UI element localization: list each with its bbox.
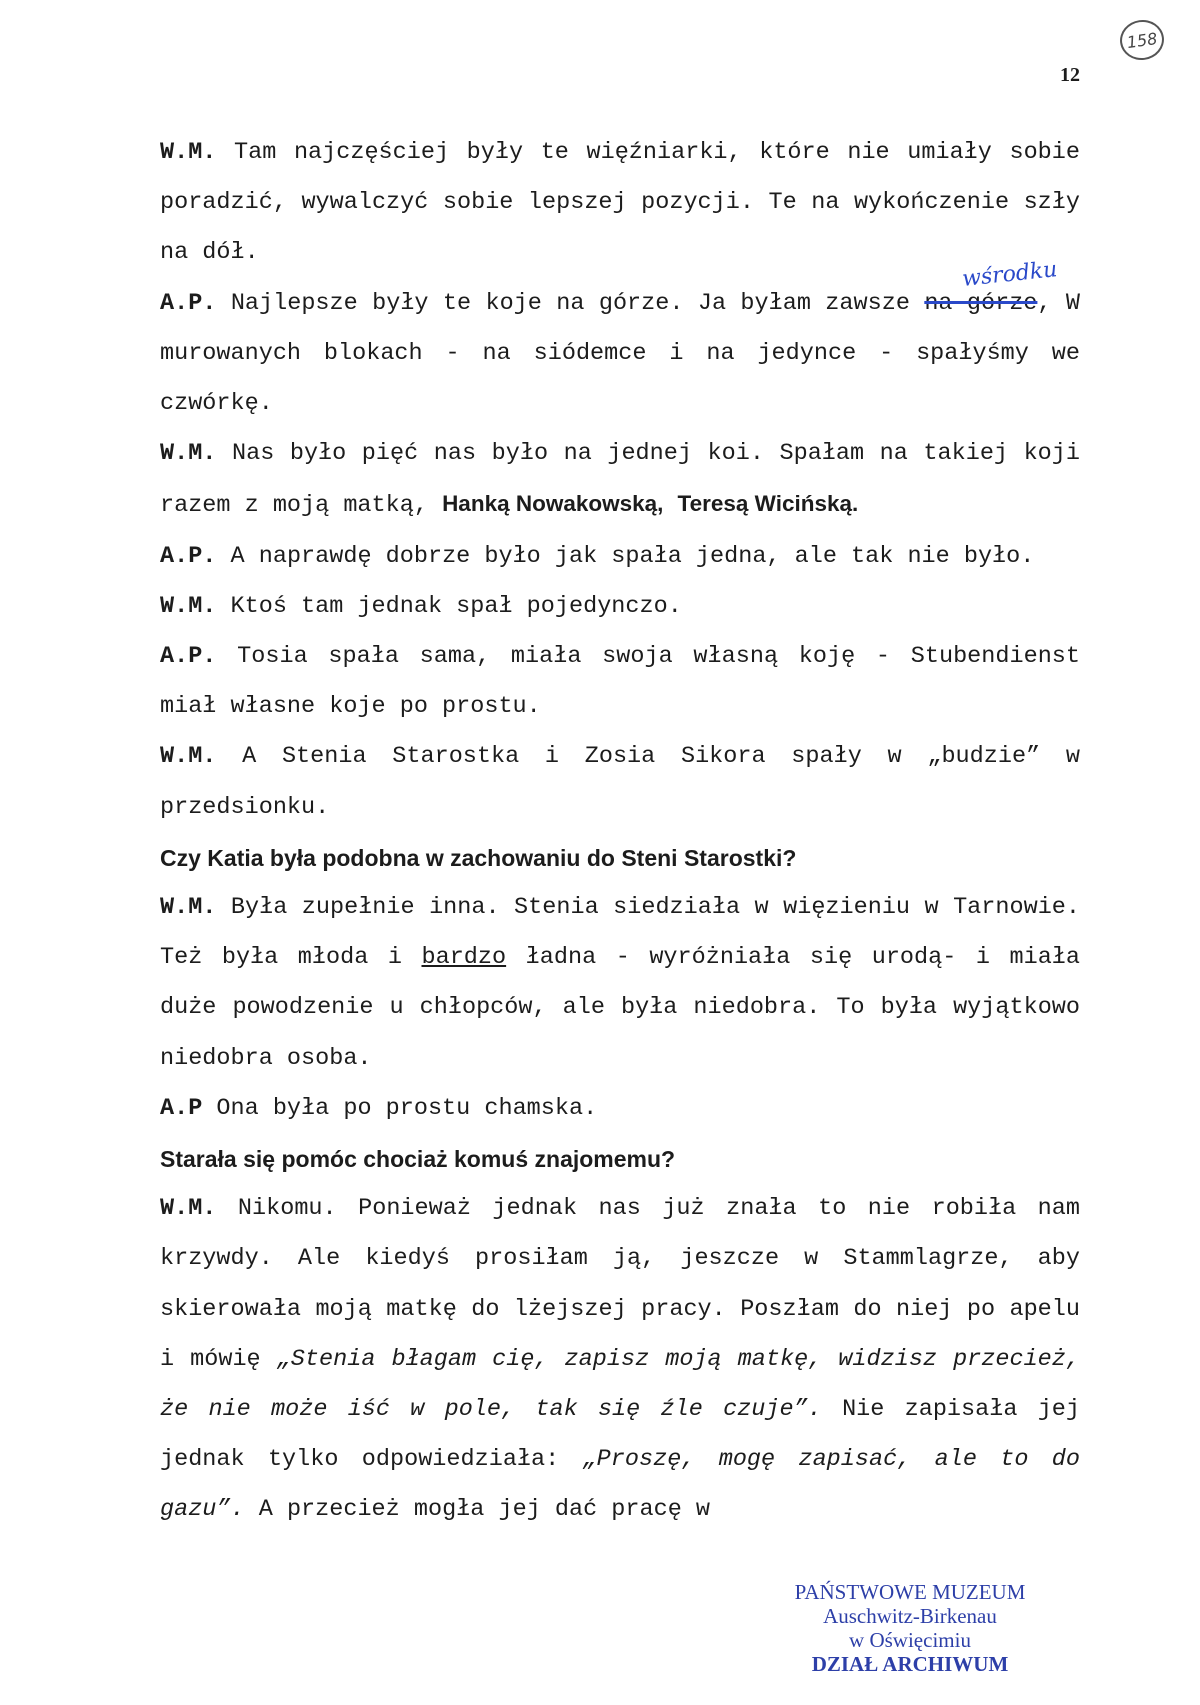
- speaker-label: W.M.: [160, 1195, 217, 1223]
- paragraph: [160, 1184, 1080, 1535]
- stamp-line: PAŃSTWOWE MUZEUM: [794, 1580, 1026, 1604]
- stamp-line: w Oświęcimiu: [849, 1628, 971, 1652]
- archive-number-stamp: 158: [1117, 17, 1166, 63]
- paragraph: [160, 883, 1080, 1084]
- paragraph: [160, 632, 1080, 732]
- speaker-label: W.M.: [160, 894, 217, 922]
- person-name: Teresą Wicińską.: [677, 491, 859, 517]
- page-number: 12: [1060, 64, 1080, 86]
- stamp-line: Auschwitz-Birkenau: [823, 1604, 997, 1628]
- paragraph: [160, 532, 1080, 582]
- paragraph: [160, 1084, 1080, 1134]
- speaker-label: A.P.: [160, 542, 217, 570]
- paragraph: [160, 582, 1080, 632]
- person-name: Hanką Nowakowską,: [442, 491, 664, 517]
- speaker-label: W.M.: [160, 139, 217, 166]
- quoted-speech: „Proszę, mogę zapisać, ale to do gazu”.: [160, 1446, 1081, 1524]
- handwritten-correction: wśrodku: [960, 257, 1059, 292]
- transcript-body: [160, 128, 1080, 1536]
- paragraph-text: Tosia spała sama, miała swoja własną koję - Stubendienst miał własne koje po prostu.: [160, 643, 1080, 721]
- paragraph: [160, 279, 1080, 430]
- interviewer-question: Starała się pomóc chociaż komuś znajomemu?: [160, 1146, 676, 1173]
- interviewer-question: Czy Katia była podobna w zachowaniu do Steni Starostki?: [160, 844, 797, 871]
- struck-text: na górze: [924, 289, 1038, 317]
- paragraph: [160, 128, 1080, 279]
- speaker-label: A.P: [160, 1094, 203, 1122]
- paragraph-text: A przecież mogła jej dać pracę w: [258, 1496, 711, 1524]
- paragraph-text: Ktoś tam jednak spał pojedynczo.: [230, 592, 682, 620]
- paragraph: [160, 732, 1080, 832]
- speaker-label: W.M.: [160, 743, 217, 771]
- paragraph-text: ładna - wyróżniała się urodą- i miała duże powodzenie u chłopców, ale była niedobra. To była wyjątkowo niedobra osoba.: [160, 944, 1081, 1072]
- archive-stamp: [760, 1580, 1060, 1676]
- paragraph-text: Była zupełnie inna. Stenia siedziała w więzieniu w Tarnowie. Też była młoda i: [160, 894, 1081, 972]
- paragraph-text: Nas było pięć nas było na jednej koi. Spałam na takiej koji razem z moją matką,: [160, 440, 1080, 520]
- quoted-speech: „Stenia błagam cię, zapisz moją matkę, widzisz przecież, że nie może iść w pole, tak się źle czuje”.: [160, 1345, 1080, 1424]
- paragraph: [160, 429, 1080, 531]
- speaker-label: A.P.: [160, 643, 217, 671]
- speaker-label: W.M.: [160, 440, 217, 468]
- paragraph-text: Tam najczęściej były te więźniarki, które nie umiały sobie poradzić, wywalczyć sobie lepszej pozycji. Te na wykończenie szły na dół.: [160, 139, 1080, 267]
- paragraph-text: Nie zapisała jej jednak tylko odpowiedziała:: [160, 1396, 1081, 1474]
- paragraph-text: A Stenia Starostka i Zosia Sikora spały w „budzie” w przedsionku.: [160, 743, 1080, 821]
- underlined-word: bardzo: [421, 944, 507, 972]
- stamp-line: DZIAŁ ARCHIWUM: [811, 1652, 1009, 1676]
- paragraph-text: Najlepsze były te koje na górze. Ja byłam zawsze: [230, 289, 910, 317]
- paragraph-text: A naprawdę dobrze było jak spała jedna, ale tak nie było.: [230, 542, 1035, 570]
- speaker-label: W.M.: [160, 592, 217, 620]
- paragraph-text: Ona była po prostu chamska.: [216, 1094, 598, 1122]
- paragraph-text: Nikomu. Ponieważ jednak nas już znała to nie robiła nam krzywdy. Ale kiedyś prosiłam ją, jeszcze w Stammlagrze, aby skierowała moją matkę do lżejszej pracy. Poszłam do niej po apelu i mówię: [160, 1195, 1080, 1373]
- speaker-label: A.P.: [160, 289, 217, 317]
- paragraph-text: , W murowanych blokach - na siódemce i na jedynce - spałyśmy we czwórkę.: [160, 289, 1080, 418]
